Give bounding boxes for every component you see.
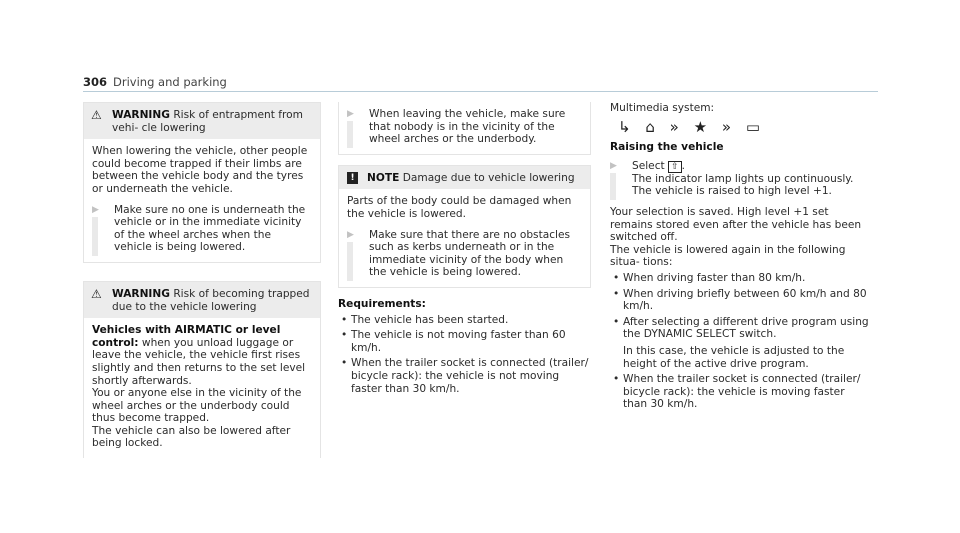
paragraph-1: Your selection is saved. High level +1 set remains stored even after the vehicle has been switched off.: [610, 205, 862, 244]
instruction-step: [347, 229, 582, 279]
instruction-step: [610, 160, 870, 198]
header-divider: [83, 91, 878, 92]
warning-label: WARNING: [112, 109, 170, 121]
warning-triangle-icon: ⚠: [91, 286, 102, 301]
column-3: [610, 102, 870, 411]
step-text: Make sure that there are no obstacles such as kerbs underneath or in the immediate vicinity of the body when the vehicle is being lowered.: [369, 228, 571, 279]
vehicle-raise-icon: ⇧: [668, 161, 682, 173]
star-icon: ★: [693, 117, 710, 136]
list-item: • When driving faster than 80 km/h.: [610, 272, 870, 285]
step-bar: [92, 217, 98, 256]
home-icon: ⌂: [645, 117, 657, 136]
warning-text-3: The vehicle can also be lowered after being locked.: [92, 424, 291, 450]
column-1: [83, 102, 321, 458]
lowering-conditions-list: [610, 272, 870, 411]
list-item-subtext: In this case, the vehicle is adjusted to the height of the active drive program.: [623, 344, 845, 370]
list-item: • The vehicle has been started.: [338, 314, 591, 327]
warning-header: [84, 282, 320, 318]
step-text: [632, 160, 870, 173]
column-2: [338, 102, 591, 395]
list-item: • When the trailer socket is connected (trailer/ bicycle rack): the vehicle is not moving faster than 30 km/h.: [338, 357, 591, 395]
warning-body: [84, 318, 320, 458]
warning-box-1-continued: [338, 102, 591, 155]
note-header: [339, 166, 590, 190]
double-chevron-icon: »: [669, 117, 681, 136]
warning-box-2: [83, 281, 321, 458]
warning-label: WARNING: [112, 287, 170, 300]
note-body: [339, 189, 590, 287]
requirements-list: [338, 314, 591, 396]
warning-text-2: You or anyone else in the vicinity of the wheel arches or the underbody could thus become trapped.: [92, 387, 302, 425]
step-text: When leaving the vehicle, make sure that nobody is in the vicinity of the wheel arches or the underbody.: [369, 108, 566, 146]
note-box: [338, 165, 591, 288]
warning-text: When lowering the vehicle, other people could become trapped if their limbs are between the vehicle body and the tyres or underneath the vehicle.: [92, 145, 308, 195]
paragraph-2: The vehicle is lowered again in the following situa- tions:: [610, 243, 846, 269]
warning-text: [92, 324, 312, 387]
step-select-end: .: [681, 159, 685, 172]
step-arrow-icon: ▶: [610, 160, 617, 171]
list-item: • The vehicle is not moving faster than 60 km/h.: [338, 329, 591, 354]
multimedia-label: Multimedia system:: [610, 102, 715, 114]
note-text: Parts of the body could be damaged when the vehicle is lowered.: [347, 195, 572, 220]
warning-box-1: [83, 102, 321, 263]
car-icon: ▭: [745, 117, 763, 136]
lead-rest: when you unload luggage or leave the vehicle, the vehicle first rises slightly and then returns to the set level shortly afterwards.: [92, 336, 306, 387]
return-arrow-icon: ↳: [618, 117, 633, 136]
step-bar: [347, 242, 353, 281]
lead-text: Vehicles with AIRMATIC or level control:: [92, 324, 281, 349]
warning-triangle-icon: ⚠: [91, 108, 102, 122]
requirements-label: Requirements:: [338, 297, 426, 310]
page-header: [83, 75, 227, 89]
list-item: • When driving briefly between 60 km/h and 80 km/h.: [610, 288, 870, 313]
step-bar: [610, 173, 616, 200]
requirements-section: [338, 298, 591, 395]
warning-title: Risk of becoming trapped due to the vehicle lowering: [112, 287, 310, 313]
note-title: Damage due to vehicle lowering: [402, 171, 575, 184]
step-arrow-icon: ▶: [347, 109, 354, 119]
note-exclamation-icon: !: [347, 172, 358, 184]
step-line-3: The vehicle is raised to high level +1.: [632, 185, 832, 198]
note-label: NOTE: [367, 171, 400, 184]
step-select-text: Select: [632, 159, 665, 172]
instruction-step: [92, 204, 312, 254]
warning-title: Risk of entrapment from vehi- cle lowering: [112, 109, 303, 134]
page-number: 306: [83, 75, 108, 89]
double-chevron-icon: »: [721, 117, 734, 136]
instruction-step: [347, 108, 582, 146]
warning-body: [84, 139, 320, 262]
step-line-2: The indicator lamp lights up continuously.: [632, 172, 854, 185]
list-item: [610, 316, 870, 370]
step-arrow-icon: ▶: [92, 204, 99, 215]
list-item-text: After selecting a different drive program using the DYNAMIC SELECT switch.: [623, 315, 869, 341]
step-text: Make sure no one is underneath the vehicle or in the immediate vicinity of the wheel arches when the vehicle is being lowered.: [114, 203, 306, 254]
warning-header: [84, 103, 320, 139]
menu-path: [618, 117, 870, 136]
step-arrow-icon: ▶: [347, 229, 354, 240]
step-bar: [347, 121, 353, 148]
section-title: Driving and parking: [113, 75, 227, 89]
list-item: • When the trailer socket is connected (trailer/ bicycle rack): the vehicle is moving faster than 30 km/h.: [610, 373, 870, 411]
section-heading: Raising the vehicle: [610, 141, 724, 154]
